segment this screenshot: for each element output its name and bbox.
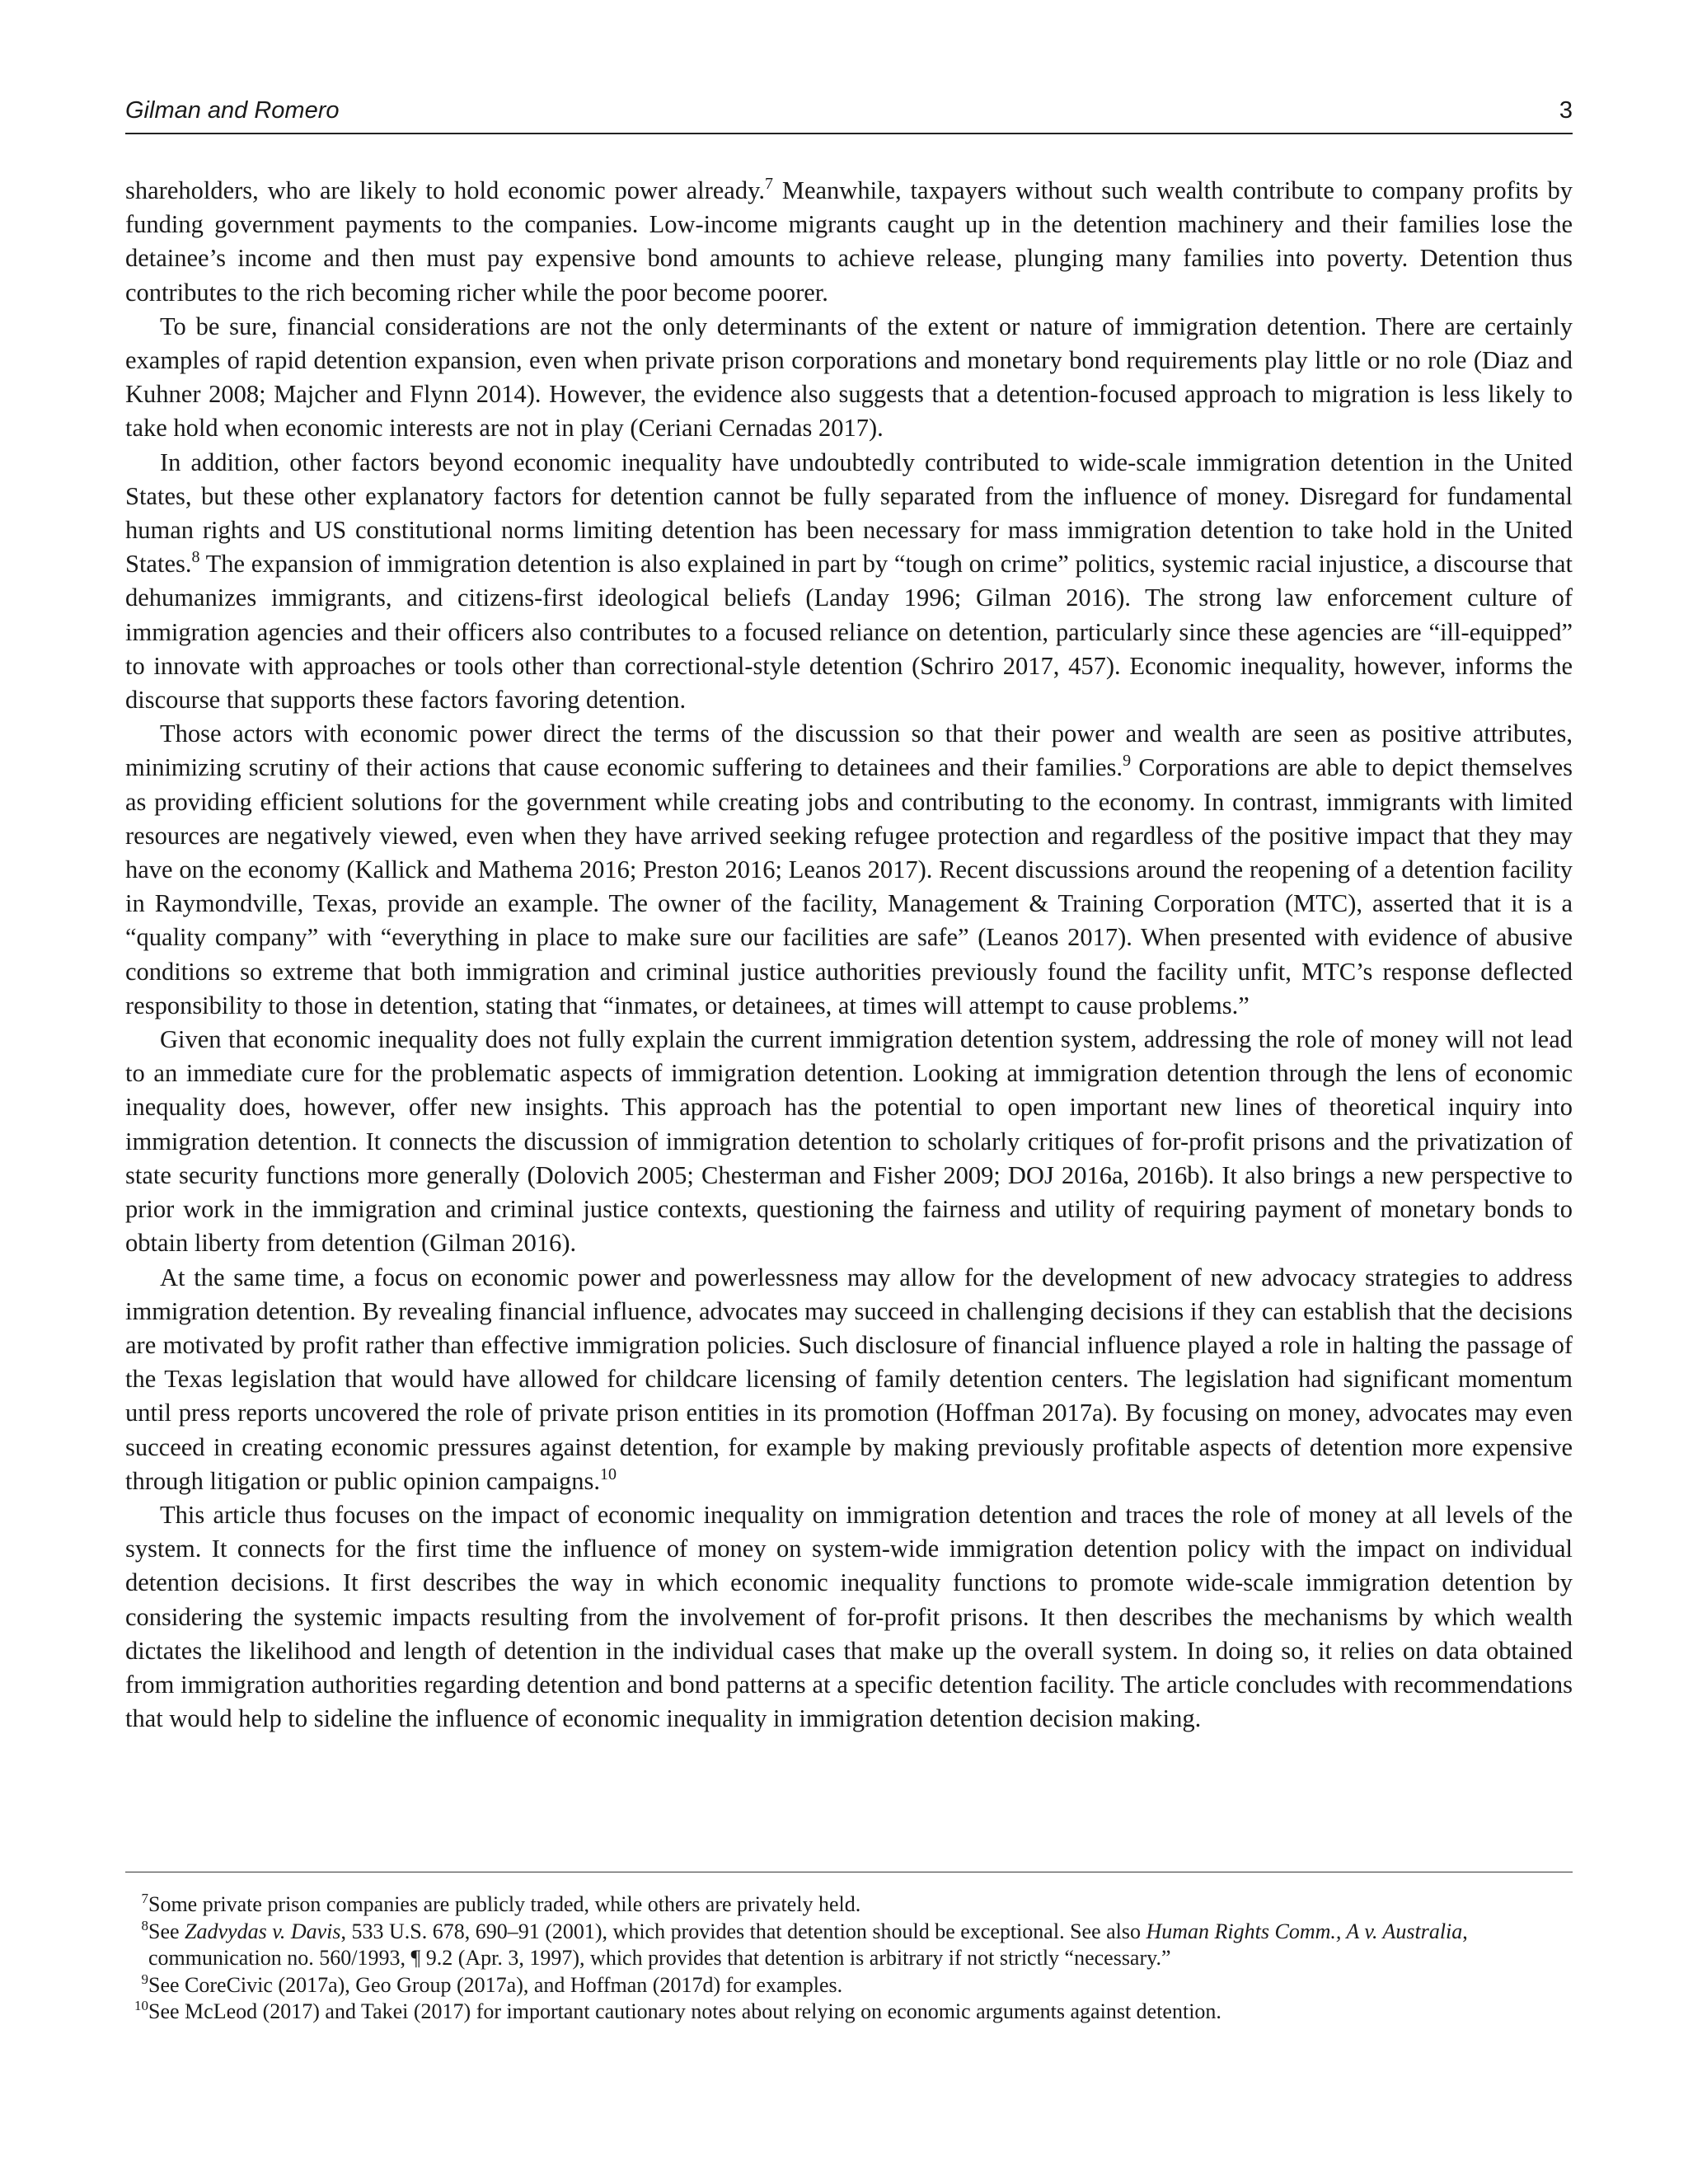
running-head-authors: Gilman and Romero (125, 97, 340, 124)
footnote-ref-10[interactable]: 10 (600, 1465, 617, 1483)
running-header (125, 97, 1573, 134)
page-number: 3 (1559, 97, 1573, 124)
footnote-7: $^7$Some private prison companies are publicly traded, while others are privately held. (141, 1891, 861, 1916)
footnote-ref-8[interactable]: 8 (191, 548, 200, 567)
paragraph-3: In addition, other factors beyond economic inequality have undoubtedly contributed to wide-scale immigration detention in the United States, but these other explanatory factors for detention cannot be fully separated from the influence of money. Disregard for fundamental human rights and US constitutional norms limiting detention has been necessary for mass immigration detention to take hold in the United States.$^8$ The expansion of immigration detention is also explained in part by “tough on crime” politics, systemic racial injustice, a discourse that dehumanizes immigrants, and citizens-first ideological beliefs (Landay 1996; Gilman 2016). The strong law enforcement culture of immigration agencies and their officers also contributes to a focused reliance on detention, particularly since these agencies are “ill-equipped” to innovate with approaches or tools other than correctional-style detention (Schriro 2017, 457). Economic inequality, however, informs the discourse that supports these factors favoring detention. (125, 448, 1573, 715)
footnote-ref-9[interactable]: 9 (1123, 752, 1132, 771)
footnote-10: $^{10}$See McLeod (2017) and Takei (2017) for important cautionary notes about relying on economic arguments against detention. (134, 1998, 1221, 2023)
paragraph-7: This article thus focuses on the impact of economic inequality on immigration detention and traces the role of money at all levels of the system. It connects for the first time the influence of money on system-wide immigration detention policy with the impact on individual detention decisions. It first describes the way in which economic inequality functions to promote wide-scale immigration detention by considering the systemic impacts resulting from the involvement of for-profit prisons. It then describes the mechanisms by which wealth dictates the likelihood and length of detention in the individual cases that make up the overall system. In doing so, it relies on data obtained from immigration authorities regarding detention and bond patterns at a specific detention facility. The article concludes with recommendations that would help to sideline the influence of economic inequality in immigration detention decision making. (125, 1500, 1573, 1733)
footnote-9: $^9$See CoreCivic (2017a), Geo Group (2017a), and Hoffman (2017d) for examples. (141, 1971, 843, 1997)
paragraph-5: Given that economic inequality does not fully explain the current immigration detention system, addressing the role of money will not lead to an immediate cure for the problematic aspects of immigration detention. Looking at immigration detention through the lens of economic inequality does, however, offer new insights. This approach has the potential to open important new lines of theoretical inquiry into immigration detention. It connects the discussion of immigration detention to scholarly critiques of for-profit prisons and the privatization of state security functions more generally (Dolovich 2005; Chesterman and Fisher 2009; DOJ 2016a, 2016b). It also brings a new perspective to prior work in the immigration and criminal justice contexts, questioning the fairness and utility of requiring payment of monetary bonds to obtain liberty from detention (Gilman 2016). (125, 1025, 1573, 1258)
footnote-8: $^8$See Zadvydas v. Davis, 533 U.S. 678, 690–91 (2001), which provides that detention should be exceptional. See also Human Rights Comm., A v. Australia, communication no. 560/1993, ¶ 9.2 (Apr. 3, 1997), which provides that detention is arbitrary if not strictly “necessary.” (141, 1917, 1468, 1970)
footnotes (125, 1891, 1573, 2026)
paragraph-4: Those actors with economic power direct the terms of the discussion so that their power and wealth are seen as positive attributes, minimizing scrutiny of their actions that cause economic suffering to detainees and their families.$^9$ Corporations are able to depict themselves as providing efficient solutions for the government while creating jobs and contributing to the economy. In contrast, immigrants with limited resources are negatively viewed, even when they have arrived seeking refugee protection and regardless of the positive impact that they may have on the economy (Kallick and Mathema 2016; Preston 2016; Leanos 2017). Recent discussions around the reopening of a detention facility in Raymondville, Texas, provide an example. The owner of the facility, Management & Training Corporation (MTC), asserted that it is a “quality company” with “everything in place to make sure our facilities are safe” (Leanos 2017). When presented with evidence of abusive conditions so extreme that both immigration and criminal justice authorities previously found the facility unfit, MTC’s response deflected responsibility to those in detention, stating that “inmates, or detainees, at times will attempt to cause problems.” (125, 719, 1573, 1019)
paragraph-2: To be sure, financial considerations are not the only determinants of the extent or nature of immigration detention. There are certainly examples of rapid detention expansion, even when private prison corporations and monetary bond requirements play little or no role (Diaz and Kuhner 2008; Majcher and Flynn 2014). However, the evidence also suggests that a detention-focused approach to migration is less likely to take hold when economic interests are not in play (Ceriani Cernadas 2017). (125, 312, 1573, 443)
page (125, 97, 1573, 1736)
article-body (125, 174, 1573, 1736)
paragraph-1: shareholders, who are likely to hold economic power already.$^7$ Meanwhile, taxpayers without such wealth contribute to company profits by funding government payments to the companies. Low-income migrants caught up in the detention machinery and their families lose the detainee’s income and then must pay expensive bond amounts to achieve release, plunging many families into poverty. Detention thus contributes to the rich becoming richer while the poor become poorer. (125, 175, 1573, 307)
paragraph-6: At the same time, a focus on economic power and powerlessness may allow for the development of new advocacy strategies to address immigration detention. By revealing financial influence, advocates may succeed in challenging decisions if they can establish that the decisions are motivated by profit rather than effective immigration policies. Such disclosure of financial influence played a role in halting the passage of the Texas legislation that would have allowed for childcare licensing of family detention centers. The legislation had significant momentum until press reports uncovered the role of private prison entities in its promotion (Hoffman 2017a). By focusing on money, advocates may even succeed in creating economic pressures against detention, for example by making previously profitable aspects of detention more expensive through litigation or public opinion campaigns.$^{10}$ (125, 1263, 1573, 1495)
footnote-ref-7[interactable]: 7 (764, 175, 773, 193)
